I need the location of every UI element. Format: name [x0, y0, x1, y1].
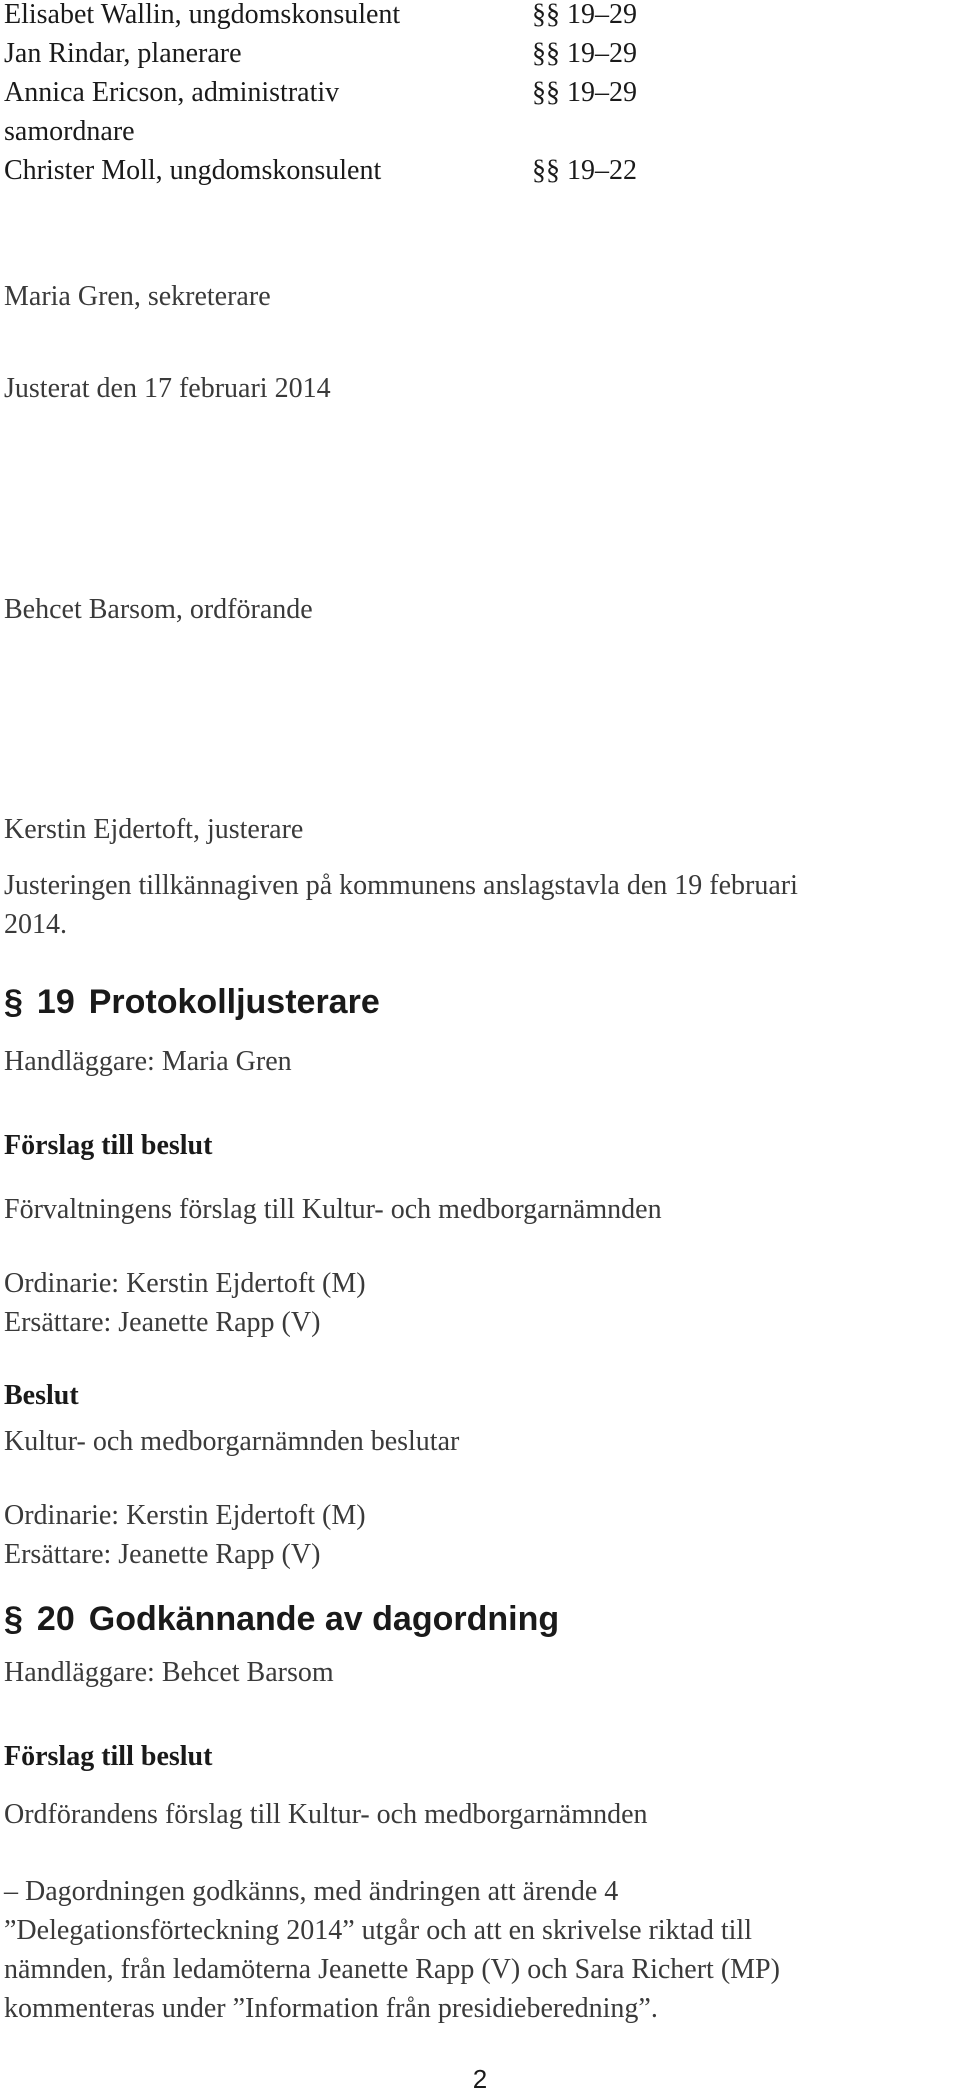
notice-line-2: 2014.: [4, 909, 67, 940]
chair-line: Behcet Barsom, ordförande: [4, 594, 313, 625]
section-19-ordinary-1: Ordinarie: Kerstin Ejdertoft (M): [4, 1268, 366, 1299]
section-20-body-line: kommenteras under ”Information från presidieberedning”.: [4, 1993, 658, 2024]
section-title: Godkännande av dagordning: [88, 1600, 560, 1638]
justified-date: Justerat den 17 februari 2014: [4, 373, 331, 404]
section-20-proposal-text: Ordförandens förslag till Kultur- och medborgarnämnden: [4, 1799, 648, 1830]
section-19-proposal-heading: Förslag till beslut: [4, 1130, 213, 1161]
secretary-line: Maria Gren, sekreterare: [4, 281, 271, 312]
section-19-substitute-2: Ersättare: Jeanette Rapp (V): [4, 1539, 321, 1570]
section-19-decision-text: Kultur- och medborgarnämnden beslutar: [4, 1426, 460, 1457]
page-number: 2: [472, 2064, 488, 2094]
section-20-body-line: nämnden, från ledamöterna Jeanette Rapp (V) och Sara Richert (MP): [4, 1954, 780, 1985]
adjuster-line: Kerstin Ejdertoft, justerare: [4, 814, 304, 845]
staff-name-2: Jan Rindar, planerare: [4, 38, 242, 69]
section-19-substitute-1: Ersättare: Jeanette Rapp (V): [4, 1307, 321, 1338]
section-20-heading: [4, 1598, 559, 1640]
staff-name-3: Annica Ericson, administrativ: [4, 77, 340, 108]
section-sign: §: [4, 983, 23, 1021]
staff-name-4: Christer Moll, ungdomskonsulent: [4, 155, 382, 186]
section-19-handler: Handläggare: Maria Gren: [4, 1046, 292, 1077]
section-number: 20: [36, 1600, 75, 1638]
staff-ref-1: §§ 19–29: [532, 0, 637, 30]
staff-ref-2: §§ 19–29: [532, 38, 637, 69]
section-20-body-line: – Dagordningen godkänns, med ändringen att ärende 4: [4, 1876, 619, 1907]
section-title: Protokolljusterare: [88, 983, 380, 1021]
section-20-body-line: ”Delegationsförteckning 2014” utgår och att en skrivelse riktad till: [4, 1915, 752, 1946]
section-19-decision-heading: Beslut: [4, 1380, 79, 1411]
staff-ref-4: §§ 19–22: [532, 155, 637, 186]
section-19-heading: [4, 981, 380, 1023]
section-sign: §: [4, 1600, 23, 1638]
staff-name-3-cont: samordnare: [4, 116, 135, 147]
section-number: 19: [36, 983, 75, 1021]
section-20-handler: Handläggare: Behcet Barsom: [4, 1657, 334, 1688]
notice-line-1: Justeringen tillkännagiven på kommunens anslagstavla den 19 februari: [4, 870, 798, 901]
staff-ref-3: §§ 19–29: [532, 77, 637, 108]
section-19-ordinary-2: Ordinarie: Kerstin Ejdertoft (M): [4, 1500, 366, 1531]
section-20-proposal-heading: Förslag till beslut: [4, 1741, 213, 1772]
staff-name-1: Elisabet Wallin, ungdomskonsulent: [4, 0, 401, 30]
section-19-proposal-text: Förvaltningens förslag till Kultur- och medborgarnämnden: [4, 1194, 662, 1225]
